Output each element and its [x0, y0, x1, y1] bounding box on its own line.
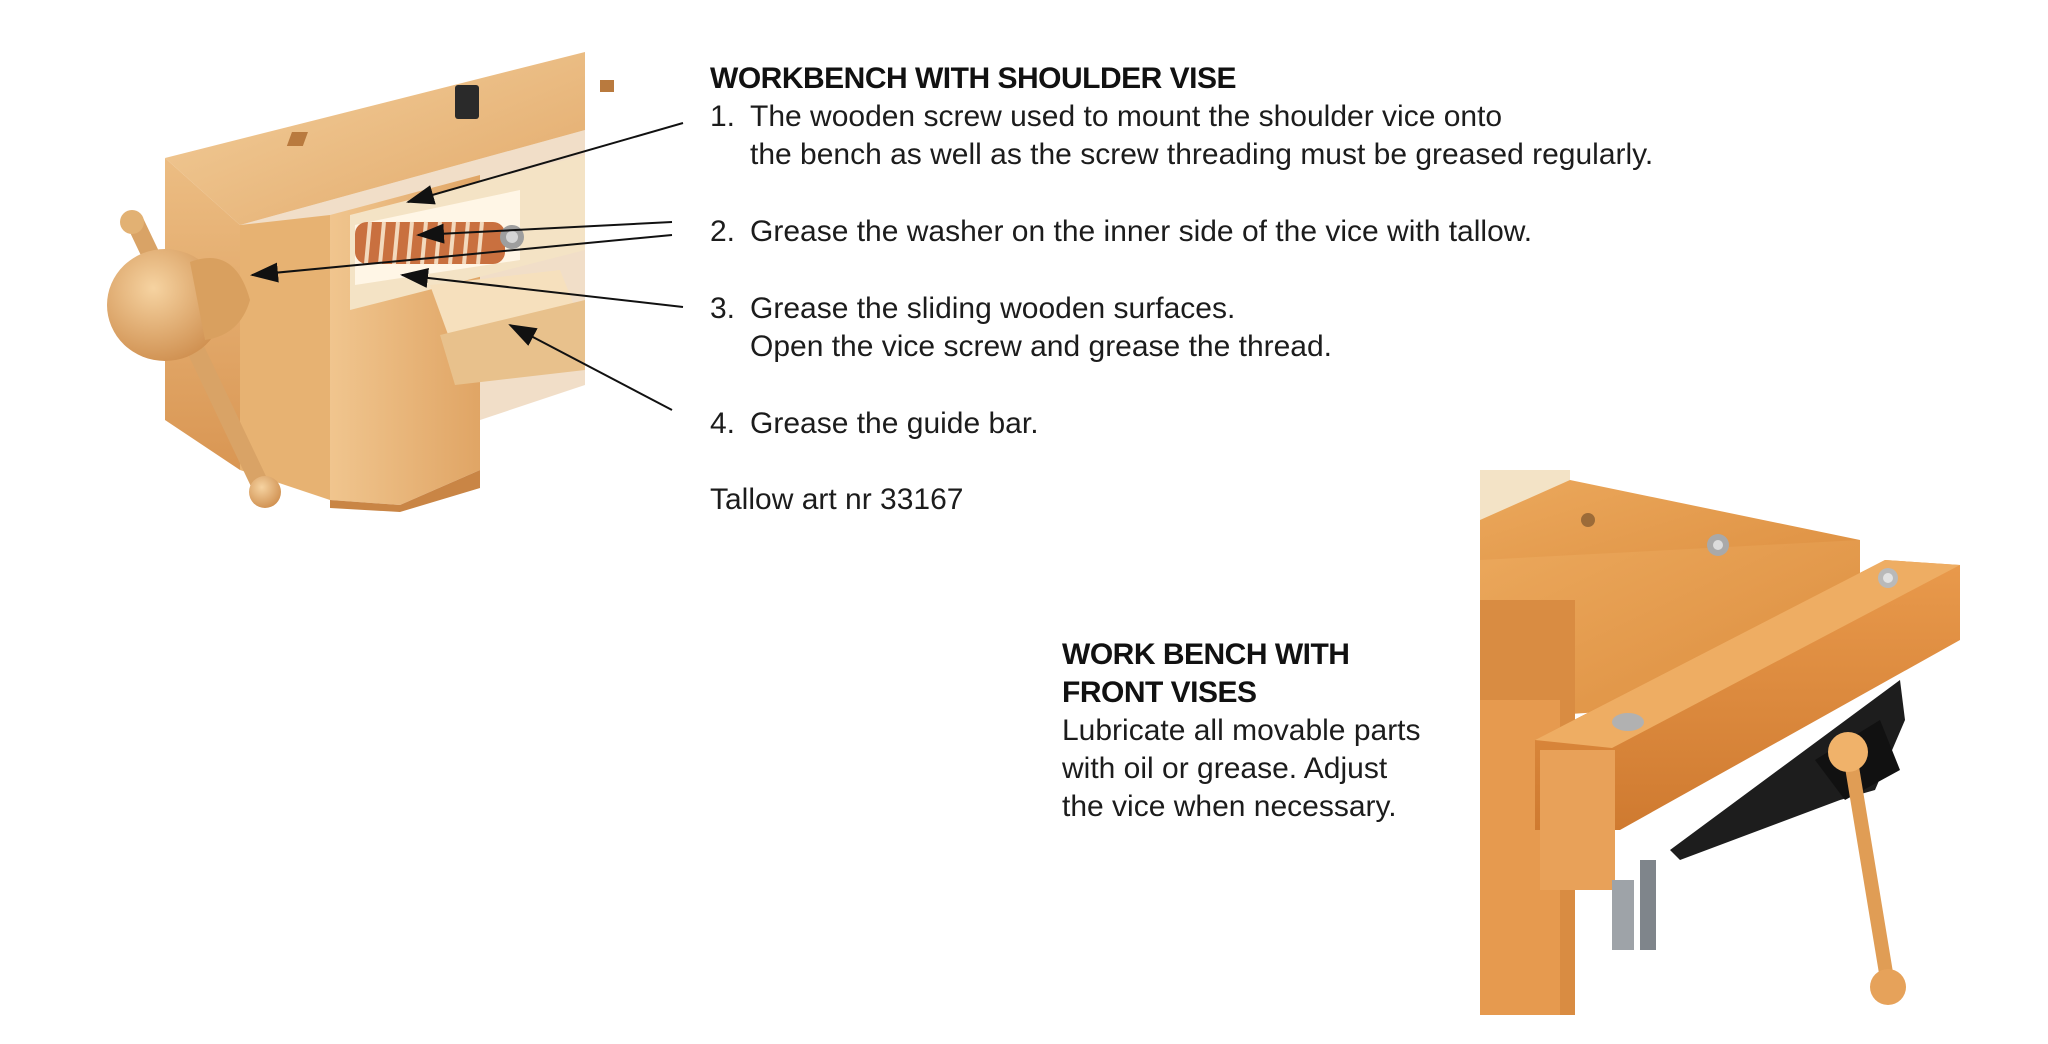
front-vises-body-line: with oil or grease. Adjust: [1062, 752, 1388, 785]
front-vises-body: [1062, 712, 1421, 826]
step-1: [710, 98, 1653, 174]
step-2: [710, 213, 1532, 251]
front-vises-body-line: the vice when necessary.: [1062, 790, 1397, 823]
front-vises-body-line: Lubricate all movable parts: [1062, 714, 1421, 747]
step-number: 4.: [710, 407, 736, 440]
step-3: [710, 290, 1332, 366]
shoulder-vise-title: WORKBENCH WITH SHOULDER VISE: [710, 62, 1236, 95]
step-text: Grease the washer on the inner side of the vice with tallow.: [750, 215, 1533, 248]
tallow-note: Tallow art nr 33167: [710, 483, 964, 516]
front-vises-title-line-2: FRONT VISES: [1062, 676, 1257, 709]
step-text: the bench as well as the screw threading must be greased regularly.: [750, 138, 1654, 171]
step-number: 1.: [710, 100, 736, 133]
step-4: [710, 405, 1039, 443]
step-number: 3.: [710, 292, 736, 325]
step-text: The wooden screw used to mount the shoulder vice onto: [750, 100, 1503, 133]
step-number: 2.: [710, 215, 736, 248]
front-vises-title: [1062, 636, 1349, 712]
step-text: Open the vice screw and grease the thread.: [750, 330, 1333, 363]
step-text: Grease the sliding wooden surfaces.: [750, 292, 1236, 325]
front-vises-title-line-1: WORK BENCH WITH: [1062, 638, 1350, 671]
step-text: Grease the guide bar.: [750, 407, 1039, 440]
